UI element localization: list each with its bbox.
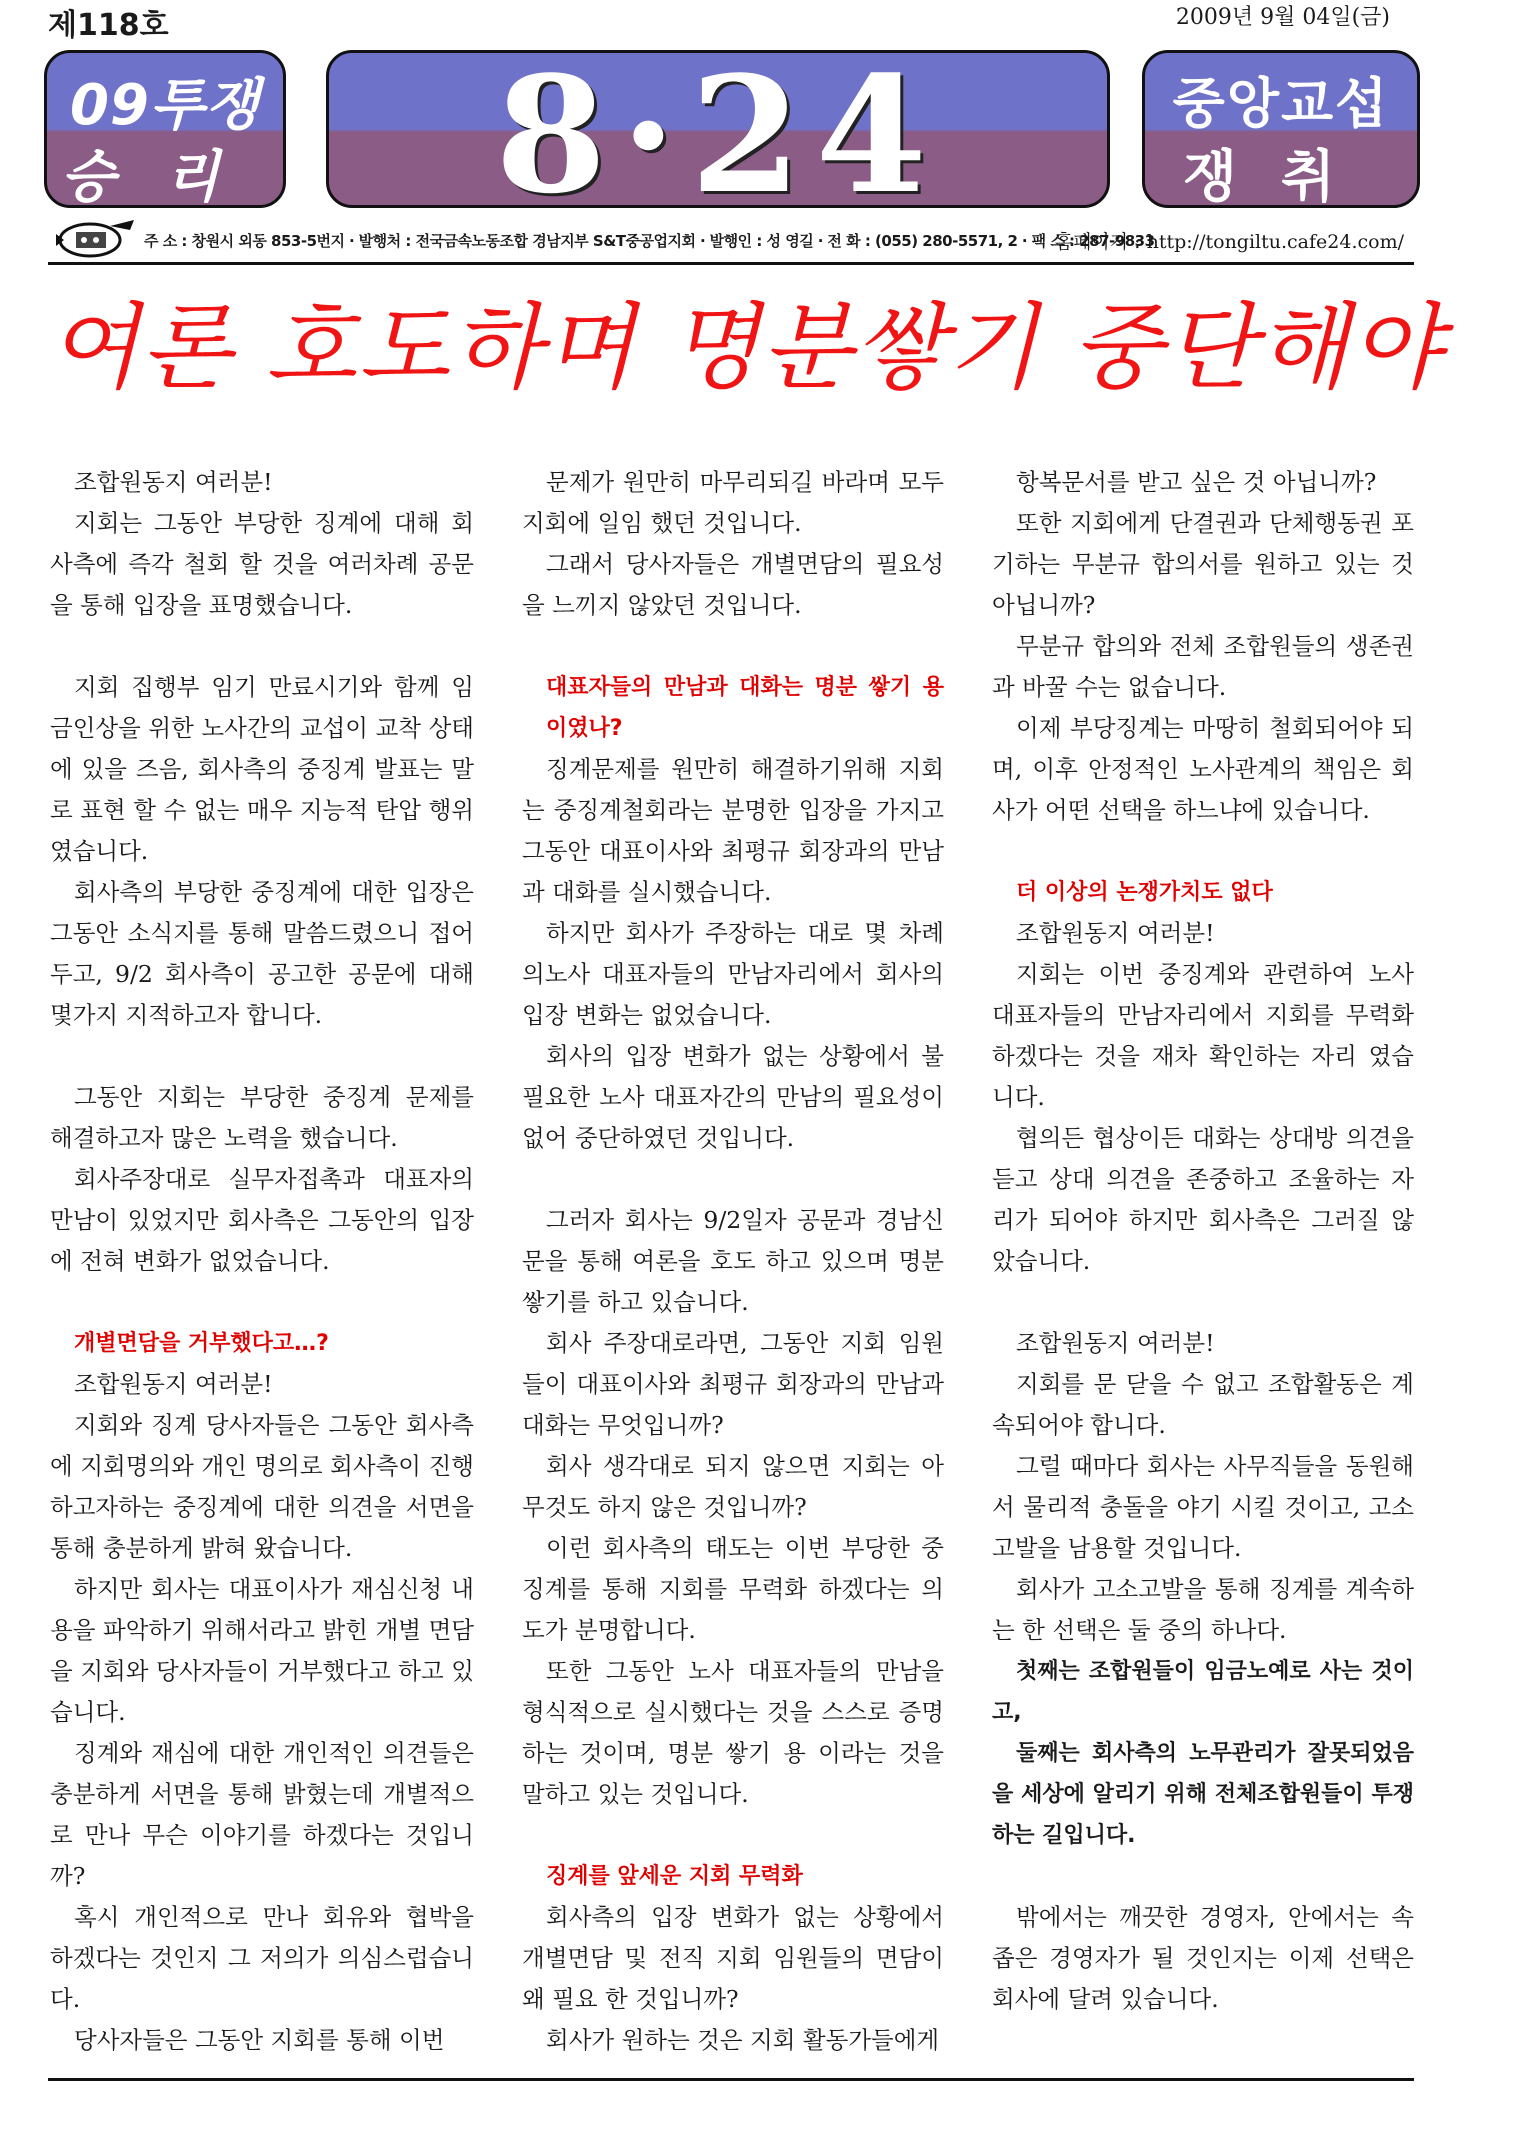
publish-date: 2009년 9월 04일(금) bbox=[1175, 5, 1390, 30]
paragraph: 이제 부당징계는 마땅히 철회되어야 되며, 이후 안정적인 노사관계의 책임은 회사가 어떤 선택을 하느냐에 있습니다. bbox=[992, 714, 1414, 824]
paragraph: 지회는 그동안 부당한 징계에 대해 회사측에 즉각 철회 할 것을 여러차례 공문을 통해 입장을 표명했습니다. bbox=[50, 509, 474, 619]
paragraph: 문제가 원만히 마무리되길 바라며 모두 지회에 일임 했던 것입니다. bbox=[522, 468, 944, 537]
paragraph: 또한 지회에게 단결권과 단체행동권 포기하는 무분규 합의서를 원하고 있는 것 아닙니까? bbox=[992, 509, 1414, 619]
paragraph: 하지만 회사는 대표이사가 재심신청 내용을 파악하기 위해서라고 밝힌 개별 면담을 지회와 당사자들이 거부했다고 하고 있습니다. bbox=[50, 1575, 474, 1726]
paragraph: 협의든 협상이든 대화는 상대방 의견을 듣고 상대 의견을 존중하고 조율하는 자리가 되어야 하지만 회사측은 그러질 않았습니다. bbox=[992, 1124, 1414, 1275]
paragraph: 조합원동지 여러분! bbox=[74, 468, 273, 496]
paragraph: 회사의 입장 변화가 없는 상황에서 불필요한 노사 대표자간의 만남의 필요성이 없어 중단하였던 것입니다. bbox=[522, 1042, 944, 1152]
slogan-right-bottom: 쟁취 bbox=[1182, 145, 1380, 208]
emphasis-paragraph: 첫째는 조합원들이 임금노예로 사는 것이고, bbox=[992, 1659, 1414, 1725]
paragraph: 회사측의 입장 변화가 없는 상황에서 개별면담 및 전직 지회 임원들의 면담이 왜 필요 한 것입니까? bbox=[522, 1903, 944, 2013]
paragraph: 그래서 당사자들은 개별면담의 필요성을 느끼지 않았던 것입니다. bbox=[522, 550, 944, 619]
masthead-title: 8·24 bbox=[495, 50, 941, 208]
paragraph: 회사가 원하는 것은 지회 활동가들에게 bbox=[546, 2026, 940, 2054]
slogan-box-right bbox=[1142, 50, 1420, 208]
top-divider bbox=[48, 262, 1414, 265]
homepage-link[interactable]: 홈페이지 : http://tongiltu.cafe24.com/ bbox=[1054, 231, 1404, 253]
slogan-right-top: 중앙교섭 bbox=[1172, 72, 1390, 135]
section-heading: 개별면담을 거부했다고…? bbox=[74, 1331, 329, 1356]
paragraph: 지회와 징계 당사자들은 그동안 회사측에 지회명의와 개인 명의로 회사측이 진행하고자하는 중징계에 대한 의견을 서면을 통해 충분하게 밝혀 왔습니다. bbox=[50, 1411, 474, 1562]
paragraph: 징계와 재심에 대한 개인적인 의견들은 충분하게 서면을 통해 밝혔는데 개별적으로 만나 무슨 이야기를 하겠다는 것입니까? bbox=[50, 1739, 474, 1890]
paragraph: 조합원동지 여러분! bbox=[74, 1370, 273, 1398]
paragraph: 조합원동지 여러분! bbox=[1016, 919, 1215, 947]
paragraph: 지회 집행부 임기 만료시기와 함께 임금인상을 위한 노사간의 교섭이 교착 상태에 있을 즈음, 회사측의 중징계 발표는 말로 표현 할 수 없는 매우 지능적 탄압 행위 였습니다. bbox=[50, 673, 474, 865]
article-column-3 bbox=[992, 462, 1414, 2020]
paragraph: 조합원동지 여러분! bbox=[1016, 1329, 1215, 1357]
paragraph: 당사자들은 그동안 지회를 통해 이번 bbox=[74, 2026, 445, 2054]
publisher-address: 주 소 : 창원시 외동 853-5번지 ‧ 발행처 : 전국금속노동조합 경남지부 S&T중공업지회 ‧ 발행인 : 성 영길 ‧ 전 화 : (055) 280-5571, 2 ‧ 팩 스 : 287-9833 bbox=[144, 232, 1155, 250]
paragraph: 항복문서를 받고 싶은 것 아닙니까? bbox=[1016, 468, 1377, 496]
union-logo-icon bbox=[56, 216, 138, 260]
slogan-left-bottom: 승리 bbox=[60, 145, 270, 208]
paragraph: 회사주장대로 실무자접촉과 대표자의 만남이 있었지만 회사측은 그동안의 입장에 전혀 변화가 없었습니다. bbox=[50, 1165, 474, 1275]
slogan-left-top: 09투쟁 bbox=[69, 73, 261, 138]
paragraph: 회사측의 부당한 중징계에 대한 입장은 그동안 소식지를 통해 말씀드렸으니 접어두고, 9/2 회사측이 공고한 공문에 대해 몇가지 지적하고자 합니다. bbox=[50, 878, 474, 1029]
headline: 여론 호도하며 명분쌓기 중단해야 bbox=[48, 294, 1443, 403]
paragraph: 하지만 회사가 주장하는 대로 몇 차례의노사 대표자들의 만남자리에서 회사의 입장 변화는 없었습니다. bbox=[522, 919, 944, 1029]
emphasis-paragraph: 둘째는 회사측의 노무관리가 잘못되었음을 세상에 알리기 위해 전체조합원들이 투쟁하는 길입니다. bbox=[992, 1741, 1414, 1848]
bottom-divider bbox=[48, 2078, 1414, 2081]
paragraph: 무분규 합의와 전체 조합원들의 생존권과 바꿀 수는 없습니다. bbox=[992, 632, 1414, 701]
section-heading: 대표자들의 만남과 대화는 명분 쌓기 용 이였나? bbox=[546, 675, 944, 741]
section-heading: 더 이상의 논쟁가치도 없다 bbox=[1016, 880, 1273, 905]
article-column-2 bbox=[522, 462, 944, 2061]
paragraph: 회사가 고소고발을 통해 징계를 계속하는 한 선택은 둘 중의 하나다. bbox=[992, 1575, 1414, 1644]
paragraph: 그동안 지회는 부당한 중징계 문제를 해결하고자 많은 노력을 했습니다. bbox=[50, 1083, 474, 1152]
issue-number: 제118호 bbox=[48, 8, 169, 43]
paragraph: 또한 그동안 노사 대표자들의 만남을 형식적으로 실시했다는 것을 스스로 증명하는 것이며, 명분 쌓기 용 이라는 것을 말하고 있는 것입니다. bbox=[522, 1657, 944, 1808]
masthead-title-box bbox=[326, 50, 1110, 208]
paragraph: 그러자 회사는 9/2일자 공문과 경남신문을 통해 여론을 호도 하고 있으며 명분쌓기를 하고 있습니다. bbox=[522, 1206, 944, 1316]
article-column-1 bbox=[50, 462, 474, 2061]
paragraph: 회사 생각대로 되지 않으면 지회는 아무것도 하지 않은 것입니까? bbox=[522, 1452, 944, 1521]
paragraph: 지회는 이번 중징계와 관련하여 노사 대표자들의 만남자리에서 지회를 무력화 하겠다는 것을 재차 확인하는 자리 였습니다. bbox=[992, 960, 1414, 1111]
paragraph: 지회를 문 닫을 수 없고 조합활동은 계속되어야 합니다. bbox=[992, 1370, 1414, 1439]
slogan-box-left bbox=[44, 50, 286, 208]
publisher-info-bar bbox=[48, 216, 1414, 262]
paragraph: 그럴 때마다 회사는 사무직들을 동원해서 물리적 충돌을 야기 시킬 것이고, 고소고발을 남용할 것입니다. bbox=[992, 1452, 1414, 1562]
paragraph: 혹시 개인적으로 만나 회유와 협박을 하겠다는 것인지 그 저의가 의심스럽습니다. bbox=[50, 1903, 474, 2013]
paragraph: 징계문제를 원만히 해결하기위해 지회는 중징계철회라는 분명한 입장을 가지고 그동안 대표이사와 최평규 회장과의 만남과 대화를 실시했습니다. bbox=[522, 755, 944, 906]
paragraph: 회사 주장대로라면, 그동안 지회 임원들이 대표이사와 최평규 회장과의 만남과 대화는 무엇입니까? bbox=[522, 1329, 944, 1439]
paragraph: 밖에서는 깨끗한 경영자, 안에서는 속좁은 경영자가 될 것인지는 이제 선택은 회사에 달려 있습니다. bbox=[992, 1903, 1414, 2013]
section-heading: 징계를 앞세운 지회 무력화 bbox=[546, 1864, 803, 1889]
paragraph: 이런 회사측의 태도는 이번 부당한 중징계를 통해 지회를 무력화 하겠다는 의도가 분명합니다. bbox=[522, 1534, 944, 1644]
